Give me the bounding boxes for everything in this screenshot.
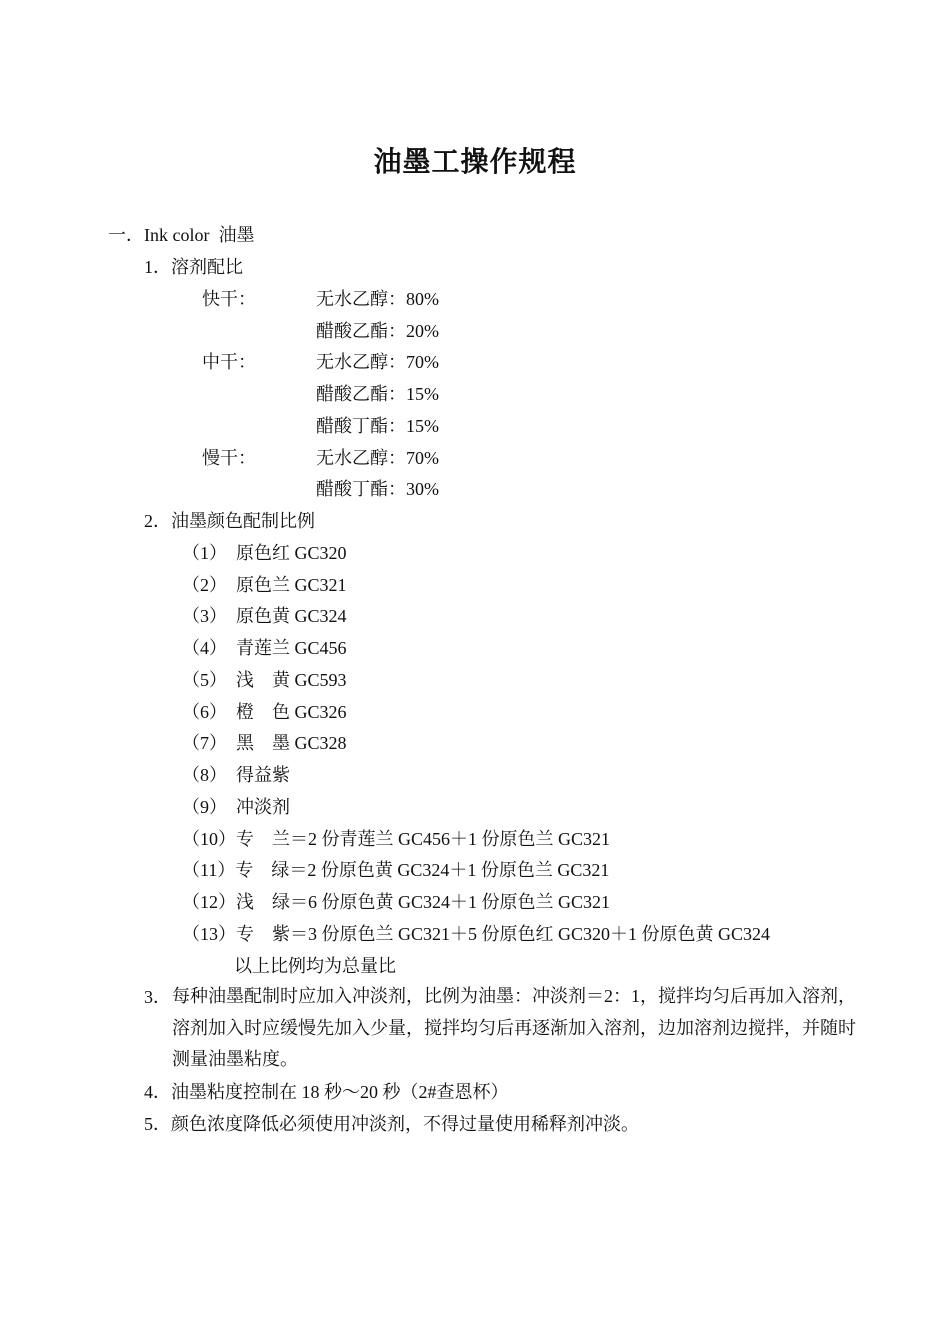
group-fast-label: 快干： xyxy=(202,289,256,309)
ink-color-item: （3） 原色黄 GC324 xyxy=(182,606,347,626)
section-heading: 一．Ink color 油墨 xyxy=(108,225,255,245)
item-2-heading: 2．油墨颜色配制比例 xyxy=(144,511,315,531)
ink-color-item: （8） 得益紫 xyxy=(182,765,290,785)
item-5: 5．颜色浓度降低必须使用冲淡剂，不得过量使用稀释剂冲淡。 xyxy=(144,1114,639,1134)
item-3-number: 3． xyxy=(144,987,171,1007)
ink-color-item: （1） 原色红 GC320 xyxy=(182,543,347,563)
ratio-row: 醋酸丁酯：30% xyxy=(316,479,439,499)
item-1-heading: 1．溶剂配比 xyxy=(144,257,243,277)
item-4: 4．油墨粘度控制在 18 秒～20 秒（2#查恩杯） xyxy=(144,1082,509,1102)
group-slow-label: 慢干： xyxy=(202,448,256,468)
ink-color-item: （7） 黑 墨 GC328 xyxy=(182,733,347,753)
ink-color-item: （11）专 绿＝2 份原色黄 GC324＋1 份原色兰 GC321 xyxy=(182,860,610,880)
ink-color-item: （10）专 兰＝2 份青莲兰 GC456＋1 份原色兰 GC321 xyxy=(182,829,611,849)
ratio-row: 醋酸乙酯：15% xyxy=(316,384,439,404)
ratio-row: 无水乙醇：70% xyxy=(316,352,439,372)
ink-color-item: （2） 原色兰 GC321 xyxy=(182,575,347,595)
item-3-text: 每种油墨配制时应加入冲淡剂，比例为油墨：冲淡剂＝2：1，搅拌均匀后再加入溶剂，溶剂加入时应缓慢先加入少量，搅拌均匀后再逐渐加入溶剂，边加溶剂边搅拌，并随时测量油墨粘度。 xyxy=(172,986,856,1070)
group-medium-label: 中干： xyxy=(202,352,256,372)
ratio-row: 醋酸乙酯：20% xyxy=(316,321,439,341)
ratio-row: 无水乙醇：70% xyxy=(316,448,439,468)
ratio-note: 以上比例均为总量比 xyxy=(234,956,396,976)
document-title: 油墨工操作规程 xyxy=(373,145,577,178)
ink-color-item: （6） 橙 色 GC326 xyxy=(182,702,347,722)
ink-color-item: （9） 冲淡剂 xyxy=(182,797,290,817)
ink-color-item: （5） 浅 黄 GC593 xyxy=(182,670,347,690)
ink-color-item: （12）浅 绿＝6 份原色黄 GC324＋1 份原色兰 GC321 xyxy=(182,892,611,912)
ink-color-item: （13）专 紫＝3 份原色兰 GC321＋5 份原色红 GC320＋1 份原色黄 GC324 xyxy=(182,924,771,944)
ink-color-item: （4） 青莲兰 GC456 xyxy=(182,638,347,658)
ratio-row: 醋酸丁酯：15% xyxy=(316,416,439,436)
ratio-row: 无水乙醇：80% xyxy=(316,289,439,309)
